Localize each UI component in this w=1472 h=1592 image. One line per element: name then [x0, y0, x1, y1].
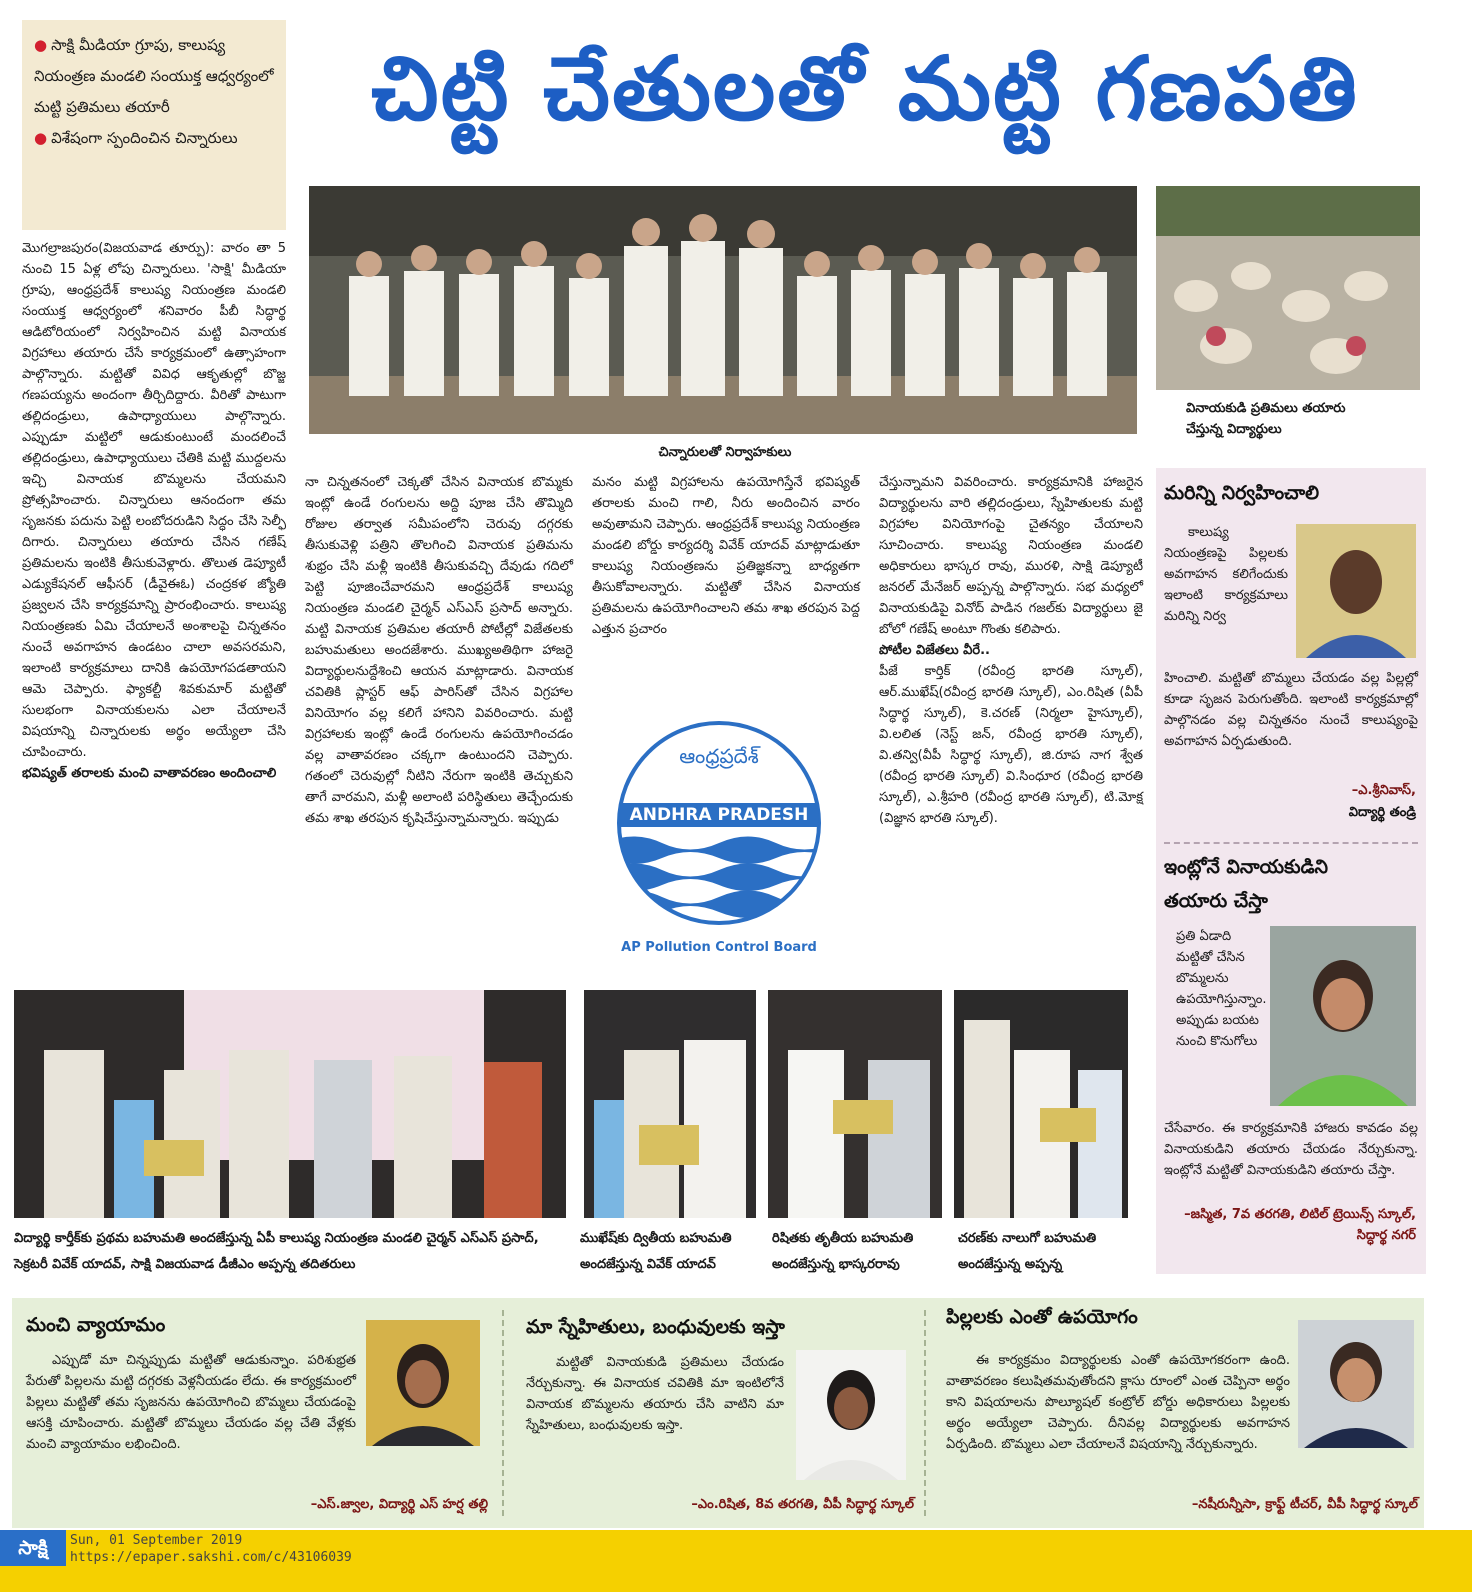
- prize-caption-1: విద్యార్థి కార్తీక్‌కు ప్రథమ బహుమతి అందజేస్తున్న ఏపీ కాలుష్య నియంత్రణ మండలి చైర్మన్ ఎస్ఎస్ ప్రసాద్, సెక్రటరీ వివేక్ యాదవ్, సాక్షి విజయవాడ డీజీఎం అప్పన్న తదితరులు: [14, 1231, 539, 1272]
- group-photo-illustration: [309, 186, 1137, 434]
- portrait-illustration-4: [796, 1350, 906, 1480]
- footer-brand-logo: [0, 1530, 66, 1566]
- side-photo-illustration: [1156, 186, 1420, 390]
- side-photo-caption: వినాయకుడి ప్రతిమలు తయారు చేస్తున్న విద్యార్థులు: [1186, 401, 1346, 437]
- bottom-3-portrait: [1298, 1320, 1414, 1448]
- winners-list: పీజే కార్తిక్ (రవీంద్ర భారతి స్కూల్), ఆర్.ముఖేష్(రవీంద్ర భారతి స్కూల్), ఎం.రిషిత (వీపీ సిద్ధార్థ స్కూల్), కె.చరణ్ (నిర్మలా హైస్కూల్), వి.లలిత (నెస్ట్ జన్, రవీంద్ర భారతి స్కూల్), వి.తన్వి(వీపీ సిద్ధార్థ స్కూల్), జి.రూప నాగ శ్వేత (రవీంద్ర భారతి స్కూల్) వి.సింధూర (రవీంద్ర భారతి స్కూల్), ఎ.శ్రీహరి (రవీంద్ర భారతి స్కూల్), టి.మోక్ష (విజ్ఞాన భారతి స్కూల్).: [879, 664, 1143, 826]
- box2: [1164, 850, 1418, 1270]
- bottom-2-text: మట్టితో వినాయకుడి ప్రతిమలు చేయడం నేర్చుకున్నా. ఈ వినాయక చవితికి మా ఇంటిలోనే వినాయక బొమ్మలను తయారు చేసి వాటిని మా స్నేహితులు, బంధువులకు ఇస్తా.: [526, 1355, 784, 1433]
- headline: చిట్టి చేతులతో మట్టి గణపతి: [371, 37, 1359, 140]
- prize-photo-3-illustration: [768, 990, 942, 1218]
- box1-credit: –ఎ.శ్రీనివాస్,: [1351, 783, 1416, 798]
- side-photo: [1156, 186, 1420, 390]
- footer-date: Sun, 01 September 2019: [70, 1533, 243, 1548]
- logo-name: ANDHRA PRADESH: [629, 805, 809, 825]
- bottom-divider-1: [502, 1310, 504, 1516]
- bottom-1-portrait: [366, 1320, 480, 1446]
- highlight-2: ● విశేషంగా స్పందించిన చిన్నారులు: [34, 123, 274, 154]
- prize-caption-3: రిషితకు తృతీయ బహుమతి అందజేస్తున్న భాస్కరరావు: [772, 1231, 914, 1272]
- prize-photo-3: [768, 990, 942, 1218]
- portrait-illustration-3: [366, 1320, 480, 1446]
- prize-photo-1-illustration: [14, 990, 566, 1218]
- highlights-box: [22, 20, 286, 230]
- bottom-1-title: మంచి వ్యాయామం: [26, 1314, 166, 1336]
- prize-photo-4-illustration: [954, 990, 1128, 1218]
- footer-url[interactable]: https://epaper.sakshi.com/c/43106039: [70, 1550, 352, 1565]
- portrait-illustration: [1296, 524, 1416, 658]
- article-col-1: [22, 238, 286, 968]
- article-col-1-text: మొగల్రాజపురం(విజయవాడ తూర్పు): వారం తా 5 నుంచి 15 ఏళ్ల లోపు చిన్నారులు. 'సాక్షి' మీడియా గ్రూపు, ఆంధ్రప్రదేశ్ కాలుష్య నియంత్రణ మండలి సంయుక్త ఆధ్వర్యంలో శనివారం పీబీ సిద్ధార్థ ఆడిటోరియంలో నిర్వహించిన మట్టి వినాయక విగ్రహాలు తయారు చేసే కార్యక్రమంలో ఉత్సాహంగా పాల్గొన్నారు. మట్టితో వివిధ ఆకృతుల్లో బొజ్జ గణపయ్యను అందంగా తీర్చిదిద్దారు. వీరితో పాటుగా తల్లిదండ్రులు, ఉపాధ్యాయులు పాల్గొన్నారు. ఎప్పుడూ మట్టిలో ఆడుకుంటుంటే మందలించే తల్లిదండ్రులు, ఉపాధ్యాయులు చేతికి మట్టి ముద్దలను ఇచ్చి వినాయక బొమ్మలను చేయమని ప్రోత్సహించారు. చిన్నారులు ఆనందంగా తమ సృజనకు పదును పెట్టి లంబోదరుడిని సిద్ధం చేసి సెల్ఫీ దిగారు. చిన్నారులు తయారు చేసిన గణేష్ ప్రతిమలను ఇంటికి తీసుకువెళ్లారు. తొలుత డెప్యూటీ ఎడ్యుకేషనల్ ఆఫీసర్ (డీవైఈఓ) చంద్రకళ జ్యోతి ప్రజ్వలన చేసి కార్యక్రమాన్ని ప్రారంభించారు. కాలుష్య నియంత్రణకు ఏమి చేయాలనే అంశాలపై చిన్నతనం నుంచే అవగాహన ఉండటం చాలా అవసరమని, ఇలాంటి కార్యక్రమాలు దానికి ఉపయోగపడతాయని ఆమె చెప్పారు. ఫ్యాకల్టీ శివకుమార్ మట్టితో సులభంగా వినాయకులను ఎలా చేయాలనే విషయాన్ని చిన్నారులకు అర్థం అయ్యేలా చేసి చూపించారు.: [22, 241, 286, 760]
- prize-caption-4: చరణ్‌కు నాలుగో బహుమతి అందజేస్తున్న అప్పన్న: [958, 1231, 1097, 1272]
- article-col-4: [879, 472, 1143, 972]
- bottom-3-credit: –నషీరున్నీసా, క్రాఫ్ట్ టీచర్, వీపీ సిద్ధార్థ స్కూల్: [1191, 1497, 1418, 1512]
- bottom-2-title: మా స్నేహితులు, బంధువులకు ఇస్తా: [526, 1316, 785, 1338]
- box1-portrait: [1296, 524, 1416, 658]
- prize-photo-1: [14, 990, 566, 1218]
- highlight-1: ● సాక్షి మీడియా గ్రూపు, కాలుష్య నియంత్రణ మండలి సంయుక్త ఆధ్వర్యంలో మట్టి ప్రతిమలు తయారీ: [34, 30, 274, 123]
- box2-text-rest: చేసేవారం. ఈ కార్యక్రమానికి హాజరు కావడం వల్ల వినాయకుడిని తయారు చేయడం నేర్చుకున్నా. ఇంట్లోనే మట్టితో వినాయకుడిని తయారు చేస్తా.: [1164, 1121, 1418, 1178]
- article-subhead: భవిష్యత్ తరాలకు మంచి వాతావరణం అందించాలి: [22, 766, 277, 781]
- prize-caption-2: ముఖేష్‌కు ద్వితీయ బహుమతి అందజేస్తున్న వివేక్ యాదవ్: [580, 1231, 732, 1272]
- winners-head: పోటీల విజేతలు వీరే..: [879, 643, 990, 658]
- box1-text-rest: హించాలి. మట్టితో బొమ్మలు చేయడం వల్ల పిల్లల్లో కూడా సృజన పెరుగుతోంది. ఇలాంటి కార్యక్రమాల్లో పాల్గొనడం వల్ల చిన్నతనం నుంచే కాలుష్యంపై అవగాహన ఏర్పడుతుంది.: [1164, 671, 1418, 749]
- appcb-logo: [604, 718, 834, 968]
- main-group-photo: [309, 186, 1137, 434]
- box1-text-short: కాలుష్య నియంత్రణపై పిల్లలకు అవగాహన కలిగేందుకు ఇలాంటి కార్యక్రమాలు మరిన్ని నిర్వ: [1164, 525, 1288, 624]
- footer-brand: సాక్షి: [18, 1537, 48, 1559]
- box-divider: [1164, 842, 1418, 844]
- bottom-1-credit: –ఎస్.జ్వాల, విద్యార్థి ఎస్ హర్ష తల్లి: [310, 1497, 488, 1512]
- bottom-3-text: ఈ కార్యక్రమం విద్యార్థులకు ఎంతో ఉపయోగకరంగా ఉంది. వాతావరణం కలుషితమవుతోందని క్లాసు రూంలో ఎంత చెప్పినా అర్థం కాని విషయాలను పొల్యూషల్ కంట్రోల్ బోర్డు అధికారులు పిల్లలకు అర్థం అయ్యేలా చెప్పారు. దీనివల్ల విద్యార్థులకు అవగాహన ఏర్పడింది. బొమ్మలు ఎలా చేయాలనే విషయాన్ని నేర్చుకున్నారు.: [946, 1353, 1290, 1452]
- box2-portrait: [1270, 926, 1416, 1106]
- box2-text-short: ప్రతి ఏడాది మట్టితో చేసిన బొమ్మలను ఉపయోగిస్తున్నాం. అప్పుడు బయట నుంచి కొనుగోలు: [1176, 929, 1267, 1049]
- portrait-illustration-5: [1298, 1320, 1414, 1448]
- logo-telugu: ఆంధ్రప్రదేశ్: [679, 744, 759, 768]
- prize-photo-4: [954, 990, 1128, 1218]
- article-col-3: మనం మట్టి విగ్రహాలను ఉపయోగిస్తేనే భవిష్యత్ తరాలకు మంచి గాలి, నీరు అందించిన వారం అవుతామని చెప్పారు. ఆంధ్రప్రదేశ్ కాలుష్య నియంత్రణ మండలి బోర్డు కార్యదర్శి వివేక్ యాదవ్ మాట్లాడుతూ కాలుష్య నియంత్రణను ప్రతిజ్ఞకన్నా బాధ్యతగా తీసుకోవాలన్నారు. మట్టితో చేసిన వినాయక ప్రతిమలను ఉపయోగించాలని తమ శాఖ తరపున పెద్ద ఎత్తున ప్రచారం: [592, 475, 860, 637]
- main-photo-caption: చిన్నారులతో నిర్వాహకులు: [658, 445, 792, 460]
- article-col-4-text: చేస్తున్నామని వివరించారు. కార్యక్రమానికి హాజరైన విద్యార్థులను వారి తల్లిదండ్రులు, స్నేహితులకు మట్టి విగ్రహాల వినియోగంపై చైతన్యం చేయాలని సూచించారు. కాలుష్య నియంత్రణ మండలి అధికారులు భాస్కర రావు, మురళి, సాక్షి డెప్యూటీ జనరల్ మేనేజర్ అప్పన్న పాల్గొన్నారు. సభ మధ్యలో వినాయకుడిపై వినోద్ పాడిన గజల్‌కు విద్యార్థులు జై బోలో గణేష్ అంటూ గొంతు కలిపారు.: [879, 475, 1143, 637]
- box2-title: ఇంట్లోనే వినాయకుడిని తయారు చేస్తా: [1164, 856, 1328, 912]
- article-col-2: నా చిన్నతనంలో చెక్కతో చేసిన వినాయక బొమ్మకు ఇంట్లో ఉండే రంగులను అద్ది పూజ చేసి తొమ్మిది రోజుల తర్వాత సమీపంలోని చెరువు దగ్గరకు తీసుకువెళ్లి పత్రిని తొలగించి వినాయక ప్రతిమను శుభ్రం చేసి మళ్లీ ఇంటికి తీసుకువచ్చి దేవుడు గదిలో పెట్టి పూజించేవారమని ఆంధ్రప్రదేశ్ కాలుష్య నియంత్రణ మండలి చైర్మన్ ఎస్ఎస్ ప్రసాద్ అన్నారు. మట్టి వినాయక ప్రతిమల తయారీ పోటీల్లో విజేతలకు బహుమతులు అందజేశారు. ముఖ్యఅతిథిగా హాజరై విద్యార్థులనుద్దేశించి ఆయన మాట్లాడారు. వినాయక చవితికి ప్లాస్టర్ ఆఫ్ పారిస్‌తో చేసిన విగ్రహాల వినియోగం వల్ల కలిగే హానిని వివరించారు. మట్టి విగ్రహాలకు ఇంట్లో ఉండే రంగులను ఉపయోగించడం వల్ల వాతావరణం చక్కగా ఉంటుందని చెప్పారు. గతంలో చెరువుల్లో నీటిని నేరుగా ఇంటికి తెచ్చుకుని తాగే వారమని, మళ్లీ అలాంటి పరిస్థితులు తెచ్చేందుకు తమ శాఖ తరపున కృషిచేస్తున్నామన్నారు. ఇప్పుడు: [305, 475, 573, 826]
- bottom-2-credit: –ఎం.రిషిత, 8వ తరగతి, వీపీ సిద్ధార్థ స్కూల్: [691, 1497, 914, 1512]
- box1: [1164, 476, 1418, 836]
- prize-photo-2: [584, 990, 756, 1218]
- bottom-1-text: ఎప్పుడో మా చిన్నప్పుడు మట్టితో ఆడుకున్నాం. పరిశుభ్రత పేరుతో పిల్లలను మట్టి దగ్గరకు వెళ్లనీయడం లేదు. ఈ కార్యక్రమంలో పిల్లలు మట్టితో తమ సృజనను ఉపయోగించి బొమ్మలు చేయడంపై ఆసక్తి చూపించారు. మట్టితో బొమ్మలు చేయడం వల్ల చేతి వేళ్లకు మంచి వ్యాయామం లభించింది.: [26, 1353, 356, 1452]
- box2-credit: –జస్మిత, 7వ తరగతి, లిటిల్ ట్రెయిన్స్ స్కూల్, సిద్ధార్థ నగర్: [1184, 1207, 1416, 1243]
- logo-board: AP Pollution Control Board: [621, 940, 817, 955]
- bottom-2-portrait: [796, 1350, 906, 1480]
- box1-title: మరిన్ని నిర్వహించాలి: [1164, 482, 1320, 504]
- box1-credit-2: విద్యార్థి తండ్రి: [1348, 805, 1416, 820]
- bottom-divider-2: [924, 1310, 926, 1516]
- prize-photo-2-illustration: [584, 990, 756, 1218]
- portrait-illustration-2: [1270, 926, 1416, 1106]
- bottom-3-title: పిల్లలకు ఎంతో ఉపయోగం: [946, 1306, 1138, 1328]
